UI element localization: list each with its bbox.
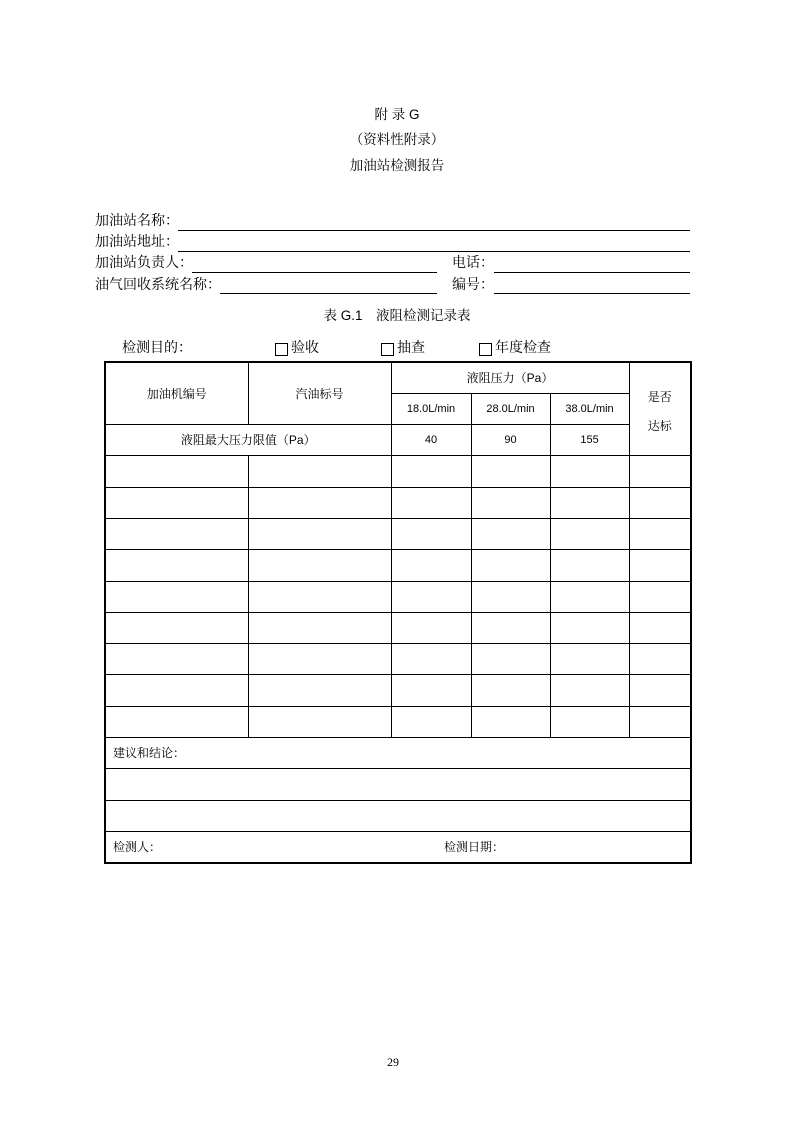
table-caption: 表 G.1 液阻检测记录表 bbox=[323, 308, 471, 323]
pressure-28-cell bbox=[471, 706, 550, 737]
header-compliance-line: 达标 bbox=[647, 419, 672, 434]
purpose-option-annual-inspection[interactable] bbox=[479, 340, 551, 358]
flow-rate-header: 18.0L/min bbox=[391, 393, 471, 424]
table-row bbox=[105, 612, 691, 643]
checkbox-icon[interactable] bbox=[479, 343, 492, 356]
gasoline-grade-cell bbox=[248, 612, 391, 643]
purpose-option-label: 年度检查 bbox=[495, 341, 551, 356]
suggestions-row bbox=[105, 738, 691, 769]
header-dispenser-number: 加油机编号 bbox=[105, 362, 248, 425]
header-gasoline-grade: 汽油标号 bbox=[248, 362, 391, 425]
pressure-38-cell bbox=[550, 550, 629, 581]
pressure-38-cell bbox=[550, 487, 629, 518]
purpose-option-acceptance[interactable] bbox=[275, 340, 319, 358]
flow-rate-header: 28.0L/min bbox=[471, 393, 550, 424]
limit-value: 40 bbox=[391, 425, 471, 456]
gasoline-grade-cell bbox=[248, 581, 391, 612]
compliance-cell bbox=[629, 675, 691, 706]
pressure-38-cell bbox=[550, 518, 629, 549]
compliance-cell bbox=[629, 487, 691, 518]
dispenser-number-cell bbox=[105, 644, 248, 675]
dispenser-number-cell bbox=[105, 487, 248, 518]
checkbox-icon[interactable] bbox=[381, 343, 394, 356]
dispenser-number-cell bbox=[105, 518, 248, 549]
dispenser-number-cell bbox=[105, 581, 248, 612]
pressure-18-cell bbox=[391, 706, 471, 737]
signature-cell bbox=[105, 831, 691, 862]
report-title: 加油站检测报告 bbox=[349, 158, 445, 173]
serial-number-label: 编号： bbox=[452, 278, 494, 293]
pressure-28-cell bbox=[471, 675, 550, 706]
page-number: 29 bbox=[387, 1055, 399, 1069]
purpose-label: 检测目的： bbox=[122, 341, 192, 356]
suggestions-blank-row bbox=[105, 769, 691, 800]
gasoline-grade-cell bbox=[248, 675, 391, 706]
header-compliance-line: 是否 bbox=[647, 390, 672, 405]
inspector-label: 检测人： bbox=[113, 839, 162, 854]
dispenser-number-cell bbox=[105, 675, 248, 706]
checkbox-icon[interactable] bbox=[275, 343, 288, 356]
pressure-28-cell bbox=[471, 456, 550, 487]
table-row bbox=[105, 706, 691, 737]
limit-row bbox=[105, 425, 691, 456]
pressure-38-cell bbox=[550, 706, 629, 737]
pressure-18-cell bbox=[391, 612, 471, 643]
system-name-field[interactable] bbox=[220, 293, 437, 294]
header-liquid-resistance-pressure: 液阻压力（Pa） bbox=[391, 362, 629, 393]
pressure-18-cell bbox=[391, 675, 471, 706]
table-row bbox=[105, 456, 691, 487]
purpose-option-label: 验收 bbox=[291, 341, 319, 356]
signature-row bbox=[105, 831, 691, 862]
table-row bbox=[105, 644, 691, 675]
gasoline-grade-cell bbox=[248, 644, 391, 675]
gasoline-grade-cell bbox=[248, 518, 391, 549]
suggestions-blank-line bbox=[105, 800, 691, 831]
liquid-resistance-record-table bbox=[104, 361, 692, 864]
system-name-label: 油气回收系统名称： bbox=[95, 278, 221, 293]
serial-number-field[interactable] bbox=[494, 293, 690, 294]
pressure-28-cell bbox=[471, 518, 550, 549]
station-address-field[interactable] bbox=[178, 251, 690, 252]
pressure-38-cell bbox=[550, 675, 629, 706]
compliance-cell bbox=[629, 456, 691, 487]
station-name-label: 加油站名称： bbox=[95, 214, 179, 229]
suggestions-label: 建议和结论： bbox=[113, 746, 186, 761]
appendix-title: 附 录 G bbox=[374, 107, 420, 122]
compliance-cell bbox=[629, 644, 691, 675]
station-manager-field[interactable] bbox=[192, 272, 437, 273]
limit-value: 90 bbox=[471, 425, 550, 456]
table-row bbox=[105, 581, 691, 612]
limit-row-label: 液阻最大压力限值（Pa） bbox=[105, 425, 391, 456]
pressure-28-cell bbox=[471, 487, 550, 518]
pressure-18-cell bbox=[391, 550, 471, 581]
table-row bbox=[105, 487, 691, 518]
pressure-28-cell bbox=[471, 550, 550, 581]
pressure-28-cell bbox=[471, 644, 550, 675]
compliance-cell bbox=[629, 706, 691, 737]
pressure-18-cell bbox=[391, 518, 471, 549]
pressure-38-cell bbox=[550, 456, 629, 487]
dispenser-number-cell bbox=[105, 550, 248, 581]
pressure-28-cell bbox=[471, 581, 550, 612]
appendix-note: （资料性附录） bbox=[349, 132, 445, 147]
purpose-option-spot-check[interactable] bbox=[381, 340, 425, 358]
inspection-date-label: 检测日期： bbox=[444, 839, 505, 854]
pressure-18-cell bbox=[391, 644, 471, 675]
purpose-option-label: 抽查 bbox=[397, 341, 425, 356]
header-row bbox=[105, 362, 691, 393]
table-row bbox=[105, 518, 691, 549]
station-manager-label: 加油站负责人： bbox=[95, 256, 193, 271]
pressure-18-cell bbox=[391, 456, 471, 487]
flow-rate-header: 38.0L/min bbox=[550, 393, 629, 424]
dispenser-number-cell bbox=[105, 612, 248, 643]
pressure-38-cell bbox=[550, 612, 629, 643]
compliance-cell bbox=[629, 518, 691, 549]
phone-label: 电话： bbox=[452, 256, 494, 271]
gasoline-grade-cell bbox=[248, 706, 391, 737]
header-compliance bbox=[629, 362, 691, 456]
table-row bbox=[105, 675, 691, 706]
pressure-18-cell bbox=[391, 581, 471, 612]
suggestions-blank-row bbox=[105, 800, 691, 831]
pressure-28-cell bbox=[471, 612, 550, 643]
station-address-label: 加油站地址： bbox=[95, 235, 179, 250]
table-row bbox=[105, 550, 691, 581]
pressure-38-cell bbox=[550, 581, 629, 612]
suggestions-blank-line bbox=[105, 769, 691, 800]
pressure-38-cell bbox=[550, 644, 629, 675]
gasoline-grade-cell bbox=[248, 550, 391, 581]
gasoline-grade-cell bbox=[248, 487, 391, 518]
compliance-cell bbox=[629, 550, 691, 581]
pressure-18-cell bbox=[391, 487, 471, 518]
compliance-cell bbox=[629, 612, 691, 643]
phone-field[interactable] bbox=[494, 272, 690, 273]
dispenser-number-cell bbox=[105, 456, 248, 487]
suggestions-cell bbox=[105, 738, 691, 769]
compliance-cell bbox=[629, 581, 691, 612]
dispenser-number-cell bbox=[105, 706, 248, 737]
gasoline-grade-cell bbox=[248, 456, 391, 487]
limit-value: 155 bbox=[550, 425, 629, 456]
station-name-field[interactable] bbox=[178, 230, 690, 231]
